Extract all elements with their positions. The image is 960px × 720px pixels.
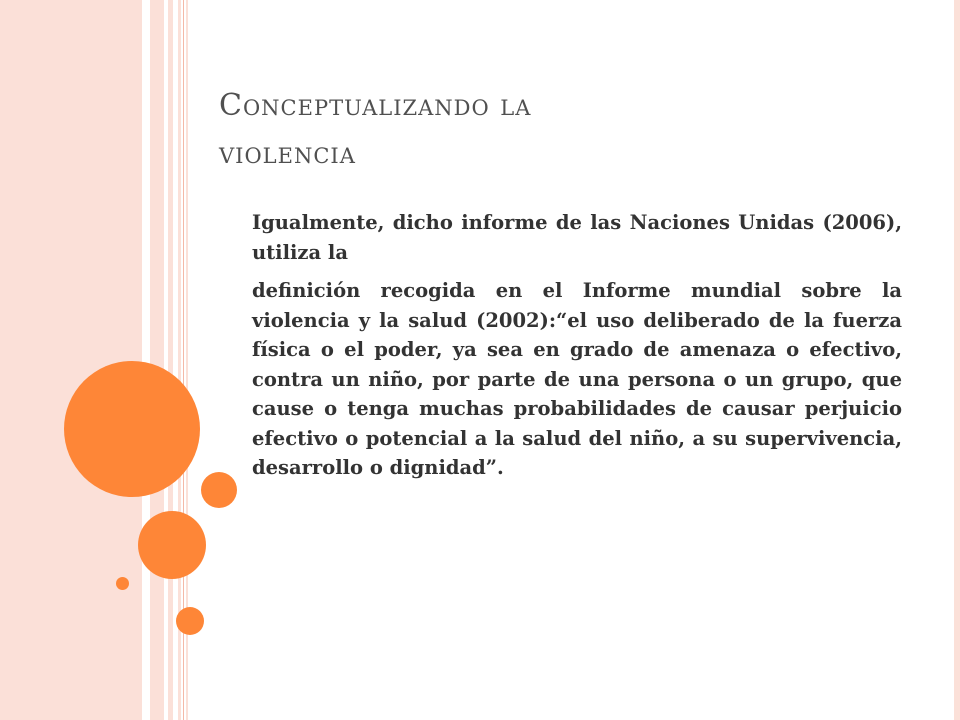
decorative-circle xyxy=(116,577,129,590)
decorative-stripe xyxy=(0,0,142,720)
slide-title-line: violencia xyxy=(219,136,356,171)
decorative-circle xyxy=(64,361,200,497)
decorative-circle xyxy=(138,511,206,579)
body-paragraph: definición recogida en el Informe mundial sobre la violencia y la salud (2002):“el uso deliberado de la fuerza física o el poder, ya sea en grado de amenaza o efectivo, contra un niño, por parte de una persona o un grupo, que cause o tenga muchas probabilidades de causar perjuicio efectivo o potencial a la salud del niño, a su supervivencia, desarrollo o dignidad”. xyxy=(252,279,902,479)
decorative-stripe xyxy=(150,0,164,720)
decorative-stripe xyxy=(168,0,173,720)
body-paragraph: Igualmente, dicho informe de las Naciones Unidas (2006), utiliza la xyxy=(252,211,902,264)
decorative-circle xyxy=(176,607,204,635)
slide-title-line: Conceptualizando la xyxy=(219,88,532,123)
slide-body xyxy=(252,208,902,492)
decorative-circle xyxy=(201,472,237,508)
decorative-border xyxy=(954,0,960,720)
slide-title xyxy=(219,82,739,178)
